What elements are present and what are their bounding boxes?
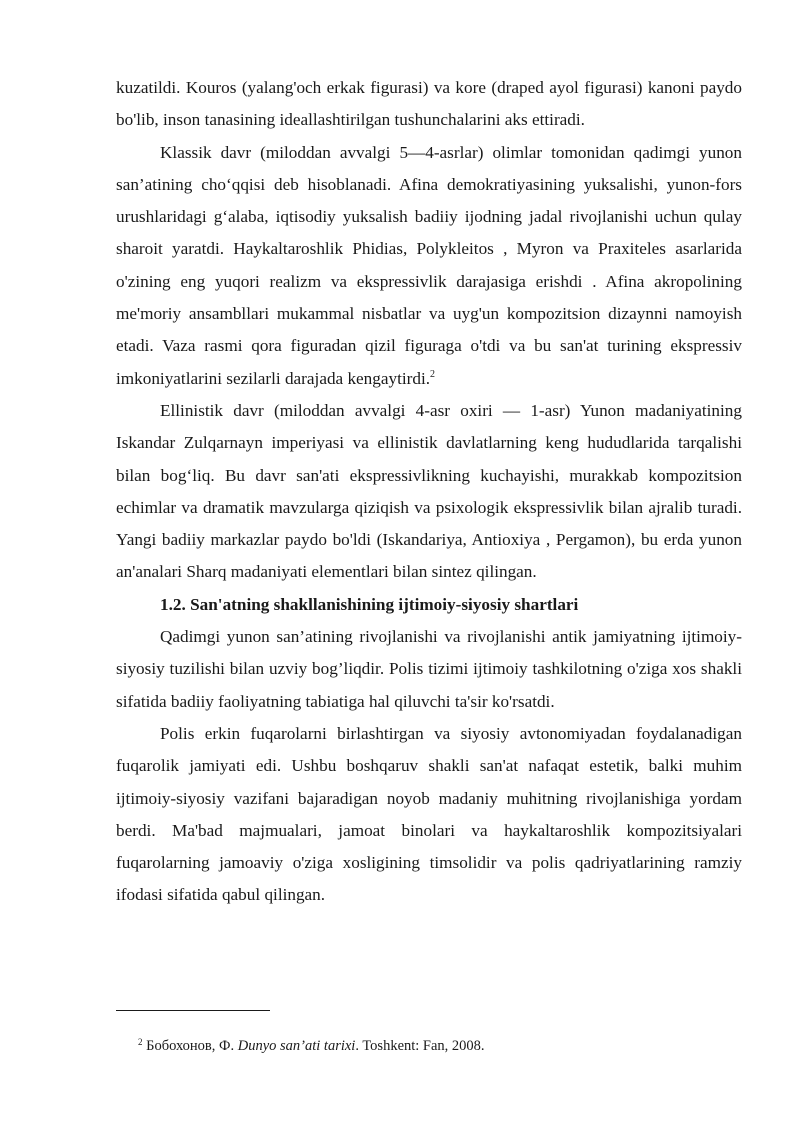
paragraph-fuqarolik-jamiyati: Polis erkin fuqarolarni birlashtirgan va siyosiy avtonomiyadan foydalanadigan fuqarolik jamiyati edi. Ushbu boshqaruv shakli san'at nafaqat estetik, balki muhim ijtimoiy-siyosiy vazifani bajaradigan noyob madaniy muhitning rivojlanishiga yordam berdi. Ma'bad majmualari, jamoat binolari va haykaltaroshlik kompozitsiyalari fuqarolarning jamoaviy o'ziga xosligining timsolidir va polis qadriyatlarining ramziy ifodasi sifatida qabul qilingan. bbox=[116, 723, 742, 905]
paragraph-klassik-davr-text: Klassik davr (miloddan avvalgi 5—4-asrlar) olimlar tomonidan qadimgi yunon san’atining cho‘qqisi deb hisoblanadi. Afina demokratiyasining yuksalishi, yunon-fors urushlaridagi g‘alaba, iqtisodiy yuksalish badiiy ijodning jadal rivojlanishi uchun qulay sharoit yaratdi. Haykaltaroshlik Phidias, Polykleitos , Myron va Praxiteles asarlarida o'zining eng yuqori realizm va ekspressivlik darajasiga erishdi . Afina akropolining me'moriy ansambllari mukammal nisbatlar va uyg'un kompozitsion dizaynni namoyish etadi. Vaza rasmi qora figuradan qizil figuraga o'tdi va bu san'at turining ekspressiv imkoniyatlarini sezilarli darajada kengaytirdi. bbox=[116, 142, 742, 388]
footnote bbox=[138, 1036, 738, 1056]
section-heading: 1.2. San'atning shakllanishining ijtimoiy-siyosiy shartlari bbox=[160, 594, 579, 614]
paragraph-polis-tizimi: Qadimgi yunon san’atining rivojlanishi va rivojlanishi antik jamiyatning ijtimoiy-siyosiy tuzilishi bilan uzviy bog’liqdir. Polis tizimi ijtimoiy tashkilotning o'ziga xos shakli sifatida badiiy faoliyatning tabiatiga hal qiluvchi ta'sir ko'rsatdi. bbox=[116, 627, 742, 711]
footnote-reference[interactable]: 2 bbox=[430, 368, 436, 380]
footnote-publication: . Toshkent: Fan, 2008. bbox=[355, 1038, 485, 1054]
paragraph-ellinistik-davr: Ellinistik davr (miloddan avvalgi 4-asr oxiri — 1-asr) Yunon madaniyatining Iskandar Zulqarnayn imperiyasi va ellinistik davlatlarning keng hududlarida tarqalishi bilan bog‘liq. Bu davr san'ati ekspressivlikning kuchayishi, murakkab kompozitsion echimlar va dramatik mavzularga qiziqish va psixologik ekspressivlik bilan ajralib turadi. Yangi badiiy markazlar paydo bo'ldi (Iskandariya, Antioxiya , Pergamon), bu erda yunon an'analari Sharq madaniyati elementlari bilan sintez qilingan. bbox=[116, 400, 742, 582]
body-text bbox=[116, 72, 742, 912]
paragraph-kouros: kuzatildi. Kouros (yalang'och erkak figurasi) va kore (draped ayol figurasi) kanoni paydo bo'lib, inson tanasining ideallashtirilgan tushunchalarini aks ettiradi. bbox=[116, 78, 742, 130]
paragraph-klassik-davr bbox=[116, 137, 742, 395]
footnote-title: Dunyo san’ati tarixi bbox=[237, 1038, 356, 1054]
footnote-number: 2 bbox=[138, 1037, 143, 1047]
footnote-divider bbox=[116, 1010, 270, 1011]
footnote-author: Бобохонов, Ф. bbox=[146, 1038, 238, 1054]
